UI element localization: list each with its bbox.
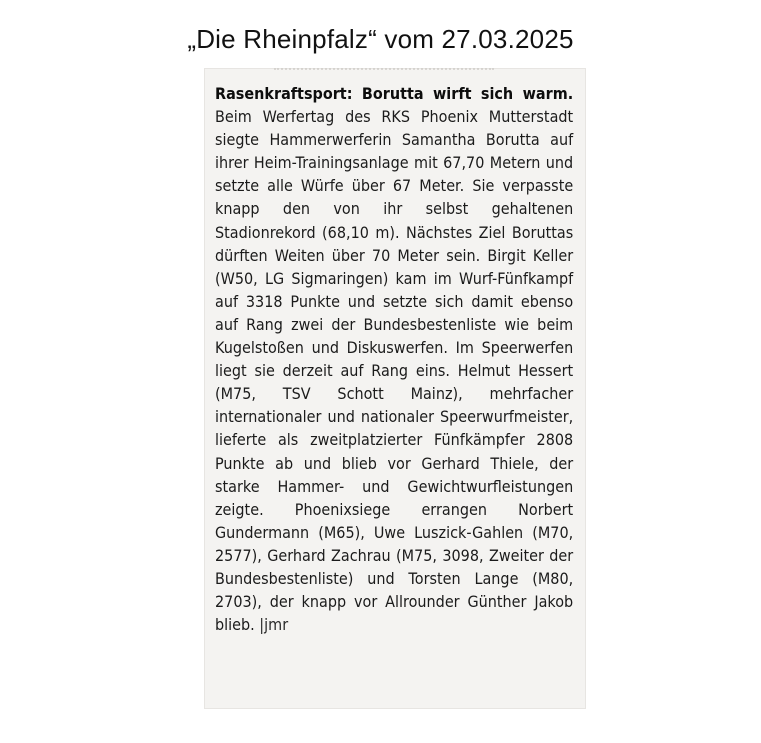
article-byline: |jmr: [259, 615, 289, 635]
article-body: Beim Werfertag des RKS Phoenix Mutterstadt siegte Hammerwerferin Samantha Borutta auf ihrer Heim-Trainingsanlage mit 67,70 Metern und setzte alle Würfe über 67 Meter. Sie verpasste knapp den von ihr selbst gehaltenen Stadionrekord (68,10 m). Nächstes Ziel Boruttas dürften Weiten über 70 Meter sein. Birgit Keller (W50, LG Sigmaringen) kam im Wurf-Fünfkampf auf 3318 Punkte und setzte sich damit ebenso auf Rang zwei der Bundesbestenliste wie beim Kugelstoßen und Diskuswerfen. Im Speerwerfen liegt sie derzeit auf Rang eins. Helmut Hessert (M75, TSV Schott Mainz), mehrfacher internationaler und nationaler Speerwurfmeister, lieferte als zweitplatzierter Fünfkämpfer 2808 Punkte ab und blieb vor Gerhard Thiele, der starke Hammer- und Gewichtwurfleistungen zeigte. Phoenixsiege errangen Norbert Gundermann (M65), Uwe Luszick-Gahlen (M70, 2577), Gerhard Zachrau (M75, 3098, Zweiter der Bundesbestenliste) und Torsten Lange (M80, 2703), der knapp vor Allrounder Günther Jakob blieb.: [215, 107, 574, 635]
page-title: „Die Rheinpfalz“ vom 27.03.2025: [187, 24, 574, 54]
clipping-edge-remnant: [274, 68, 494, 78]
article-headline: Rasenkraftsport: Borutta wirft sich warm.: [215, 84, 574, 103]
article-text: [215, 82, 573, 636]
newspaper-clipping: [204, 68, 586, 709]
